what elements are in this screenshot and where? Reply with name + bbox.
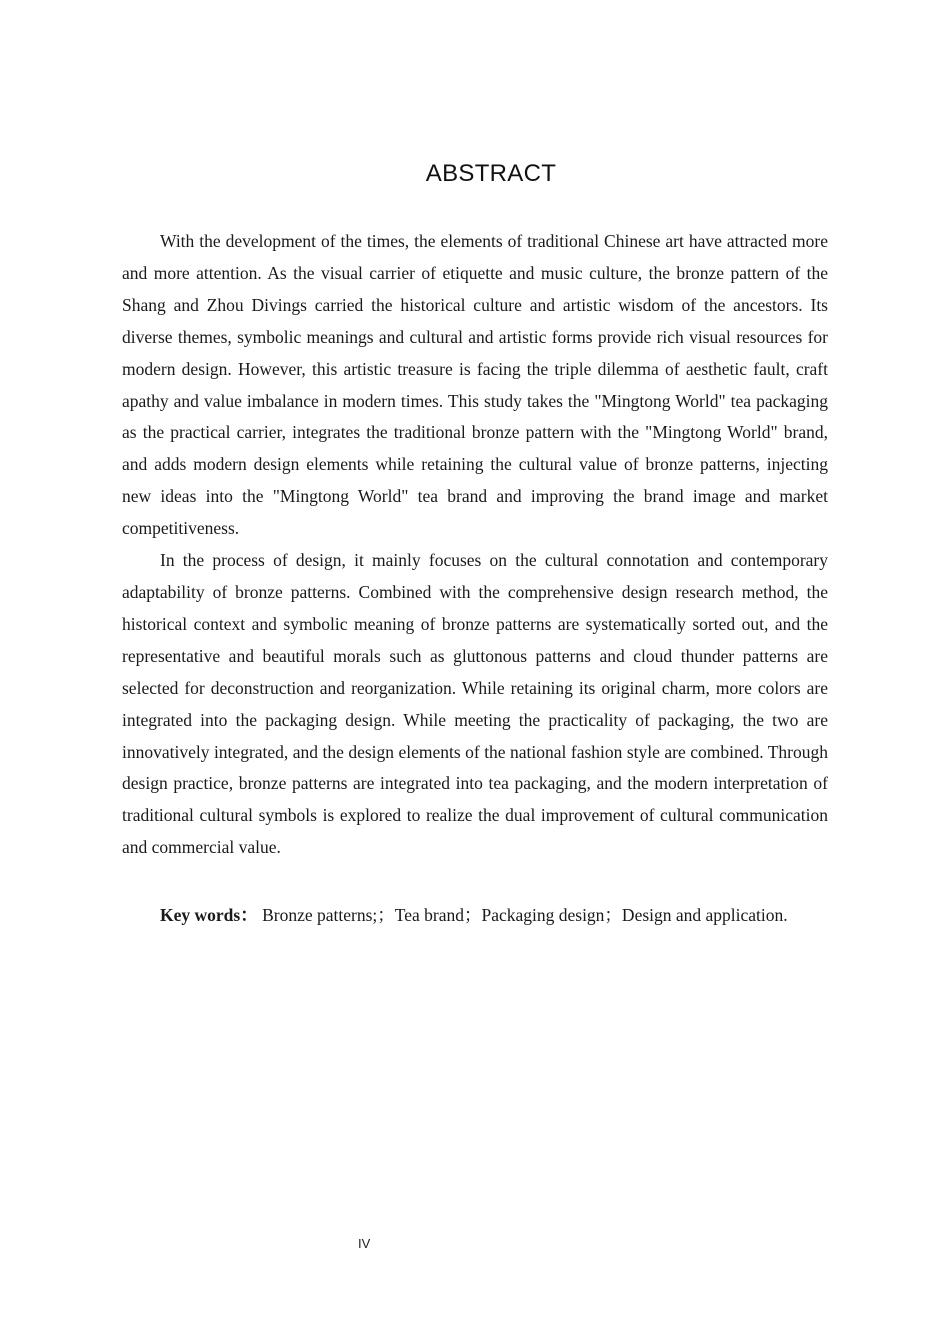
keywords-line xyxy=(122,900,828,930)
abstract-paragraph-1: With the development of the times, the elements of traditional Chinese art have attracted more and more attention. As the visual carrier of etiquette and music culture, the bronze pattern of the Shang and Zhou Divings carried the historical culture and artistic wisdom of the ancestors. Its diverse themes, symbolic meanings and cultural and artistic forms provide rich visual resources for modern design. However, this artistic treasure is facing the triple dilemma of aesthetic fault, craft apathy and value imbalance in modern times. This study takes the "Mingtong World" tea packaging as the practical carrier, integrates the traditional bronze pattern with the "Mingtong World" brand, and adds modern design elements while retaining the cultural value of bronze patterns, injecting new ideas into the "Mingtong World" tea brand and improving the brand image and market competitiveness. xyxy=(122,231,828,539)
keywords-label: Key words： xyxy=(160,905,258,925)
abstract-body xyxy=(122,226,828,864)
keywords-text: Bronze patterns;；Tea brand；Packaging design；Design and application. xyxy=(257,905,788,925)
page-number: IV xyxy=(358,1236,371,1251)
abstract-paragraph-2: In the process of design, it mainly focuses on the cultural connotation and contemporary adaptability of bronze patterns. Combined with the comprehensive design research method, the historical context and symbolic meaning of bronze patterns are systematically sorted out, and the representative and beautiful morals such as gluttonous patterns and cloud thunder patterns are selected for deconstruction and reorganization. While retaining its original charm, more colors are integrated into the packaging design. While meeting the practicality of packaging, the two are innovatively integrated, and the design elements of the national fashion style are combined. Through design practice, bronze patterns are integrated into tea packaging, and the modern interpretation of traditional cultural symbols is explored to realize the dual improvement of cultural communication and commercial value. xyxy=(122,550,828,858)
abstract-title: ABSTRACT xyxy=(425,160,557,187)
